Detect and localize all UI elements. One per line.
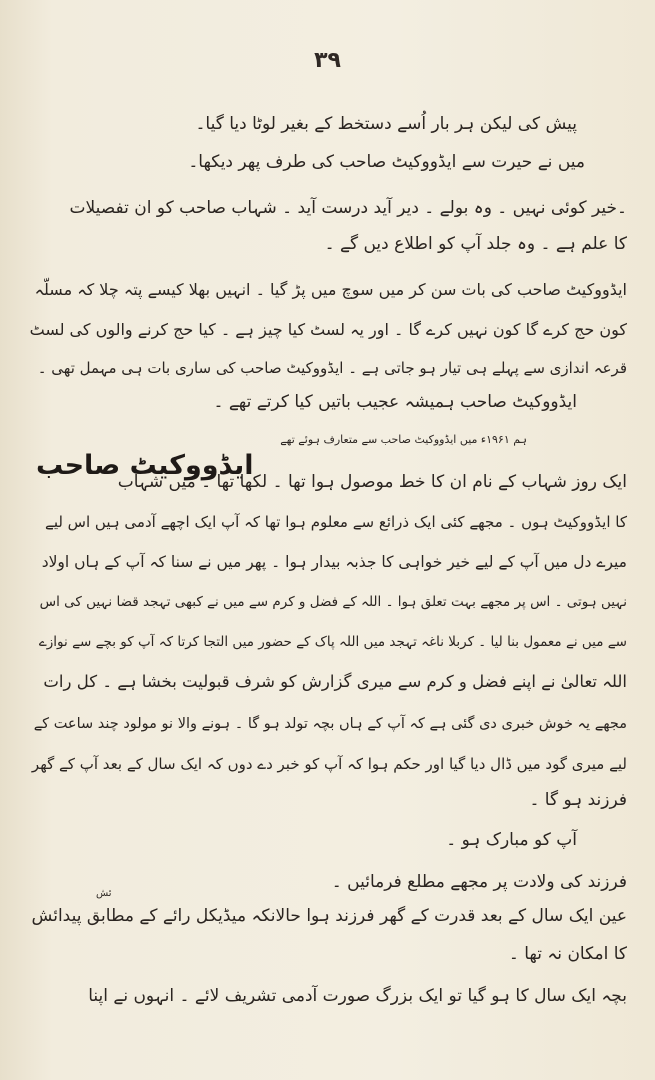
- text-line-9: ایک روز شہاب کے نام ان کا خط موصول ہوا تھا ۔ لکھا تھا ۔ میں شہاب: [117, 472, 627, 492]
- text-line-15: مجھے یہ خوش خبری دی گئی ہے کہ آپ کے ہاں بچہ تولد ہو گا ۔ ہونے والا نو مولود چند ساعت کے: [33, 716, 627, 732]
- text-line-5: ایڈووکیٹ صاحب کی بات سن کر میں سوچ میں پڑ گیا ۔ انہیں بھلا کیسے پتہ چلا کہ مسلّہ: [34, 280, 627, 299]
- text-line-18: آپ کو مبارک ہو ۔: [446, 830, 577, 850]
- text-line-7: قرعہ اندازی سے پہلے ہی تیار ہو جاتی ہے ۔ ایڈووکیٹ صاحب کی ساری بات ہی مہمل تھی ۔: [37, 359, 627, 377]
- text-line-14: اللہ تعالیٰ نے اپنے فضل و کرم سے میری گزارش کو شرف قبولیت بخشا ہے ۔ کل رات: [43, 672, 627, 691]
- margin-note: ئش: [96, 888, 112, 899]
- text-line-16: لیے میری گود میں ڈال دیا گیا اور حکم ہوا کہ آپ کو خبر دے دوں کہ ایک سال کے بعد آپ کے گھر: [31, 755, 627, 773]
- text-line-11: میرے دل میں آپ کے لیے خیر خواہی کا جذبہ بیدار ہوا ۔ پھر میں نے سنا کہ آپ کے ہاں اولاد: [41, 553, 627, 571]
- text-line-4: کا علم ہے ۔ وہ جلد آپ کو اطلاع دیں گے ۔: [324, 234, 627, 254]
- text-line-3: ۔خیر کوئی نہیں ۔ وہ بولے ۔ دیر آید درست آید ۔ شہاب صاحب کو ان تفصیلات: [69, 198, 627, 218]
- text-line-20: عین ایک سال کے بعد قدرت کے گھر فرزند ہوا حالانکہ میڈیکل رائے کے مطابق پیدائش: [31, 906, 627, 926]
- text-line-6: کون حج کرے گا کون نہیں کرے گا ۔ اور یہ لسٹ کیا چیز ہے ۔ کیا حج کرنے والوں کی لسٹ: [29, 320, 627, 339]
- text-line-19: فرزند کی ولادت پر مجھے مطلع فرمائیں ۔: [331, 872, 627, 892]
- text-line-13: سے میں نے معمول بنا لیا ۔ کربلا ناغہ تہجد میں اللہ پاک کے حضور میں التجا کرتا کہ آپ کو بچے سے نوازے: [38, 634, 627, 650]
- text-line-17: فرزند ہو گا ۔: [529, 790, 627, 810]
- text-line-22: بچہ ایک سال کا ہو گیا تو ایک بزرگ صورت آدمی تشریف لائے ۔ انہوں نے اپنا: [88, 986, 627, 1006]
- page-number: ۳۹: [314, 48, 341, 73]
- text-line-12: نہیں ہوتی ۔ اس پر مجھے بہت تعلق ہوا ۔ اللہ کے فضل و کرم سے میں نے کبھی تہجد قضا نہیں کی اس: [39, 594, 627, 610]
- text-line-8: ایڈووکیٹ صاحب ہمیشہ عجیب باتیں کیا کرتے تھے ۔: [213, 392, 577, 412]
- section-note: ہم ۱۹۶۱ء میں ایڈووکیٹ صاحب سے متعارف ہوئے تھے: [280, 433, 527, 446]
- text-line-10: کا ایڈووکیٹ ہوں ۔ مجھے کئی ایک ذرائع سے معلوم ہوا تھا کہ آپ ایک اچھے آدمی ہیں اس لیے: [45, 513, 627, 531]
- text-line-2: میں نے حیرت سے ایڈووکیٹ صاحب کی طرف پھر دیکھا۔: [188, 152, 585, 172]
- text-line-21: کا امکان نہ تھا ۔: [508, 944, 627, 964]
- text-line-1: پیش کی لیکن ہر بار اُسے دستخط کے بغیر لوٹا دیا گیا۔: [195, 114, 577, 134]
- section-heading: ایڈووکیٹ صاحب: [36, 450, 254, 481]
